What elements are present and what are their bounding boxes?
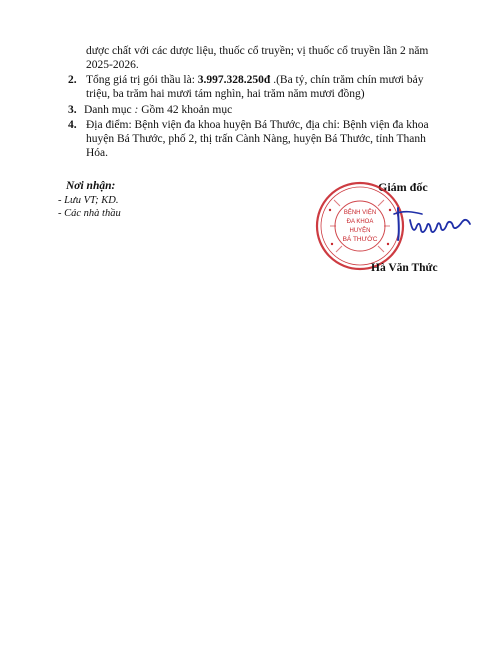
item-4-line-3: Hóa. [86,147,109,159]
signer-name: Hà Văn Thức [371,262,438,274]
signer-title: Giám đốc [378,180,428,194]
stamp-text-line-2: ĐA KHOA [346,219,374,225]
item-3-line-1 [84,103,232,118]
item-2-line-2: triệu, ba trăm hai mươi tám nghìn, hai trăm năm mươi đồng) [86,88,365,100]
intro-line-1: dược chất với các dược liệu, thuốc cổ truyền; vị thuốc cổ truyền lần 2 năm [86,45,429,57]
item-4-line-2: huyện Bá Thước, phố 2, thị trấn Cành Nàng, huyện Bá Thước, tỉnh Thanh [86,133,426,145]
intro-line-2: 2025-2026. [86,59,139,71]
item-3-label: Danh mục [84,104,132,116]
item-3-number: 3. [68,104,77,116]
recipient-item: - Lưu VT; KD. [58,195,119,206]
stamp-text-line-3: HUYỆN [349,228,371,234]
item-3-colon: : [131,104,142,116]
item-4-line-1: Địa điểm: Bệnh viện đa khoa huyện Bá Thước, địa chỉ: Bệnh viện đa khoa [86,119,429,131]
item-2-value: 3.997.328.250đ [197,74,271,86]
item-4-number: 4. [68,119,77,131]
stamp-text-line-1: BỆNH VIỆN [343,210,377,216]
item-3-rest: Gồm 42 khoản mục [141,104,233,116]
stamp-text-line-4: BÁ THƯỚC [342,236,378,243]
item-2-rest: .(Ba tỷ, chín trăm chín mươi bảy [270,74,424,86]
handwritten-signature [392,200,472,245]
item-2-number: 2. [68,74,77,86]
recipient-item: - Các nhà thầu [58,208,121,219]
recipients-title: Nơi nhận: [66,180,116,192]
item-2-label: Tổng giá trị gói thầu là: [86,74,198,86]
item-2-line-1 [86,73,450,88]
